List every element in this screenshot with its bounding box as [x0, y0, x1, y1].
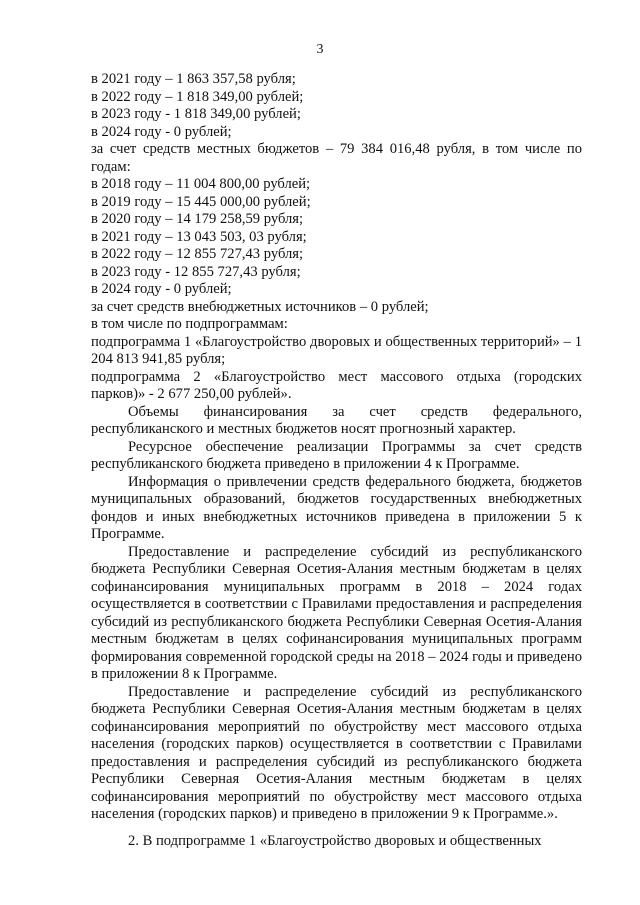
subsidy-programs-paragraph: Предоставление и распределение субсидий из республиканского бюджета Республики Северная Осетия-Алания местным бюджетам в целях софинансирования муниципальных программ в 2018 – 2024 годах осуществляется в соответствии с Правилами предоставления и распределения субсидий из республиканского бюджета Республики Северная Осетия-Алания местным бюджетам в целях софинансирования муниципальных программ формирования современной городской среды на 2018 – 2024 годы и приведено в приложении 8 к Программе.	[91, 543, 582, 682]
funding-line: в 2023 году - 12 855 727,43 рубля;	[91, 263, 301, 280]
funding-line: в 2023 году - 1 818 349,00 рублей;	[91, 106, 301, 122]
document-body	[91, 71, 582, 850]
funding-line: в 2018 году – 11 004 800,00 рублей;	[91, 176, 311, 192]
funding-line: в 2021 году – 1 863 357,58 рубля;	[91, 71, 296, 87]
funding-line: в 2024 году - 0 рублей;	[91, 123, 232, 140]
funding-line: в 2022 году – 12 855 727,43 рубля;	[91, 246, 304, 262]
funding-line: в 2021 году – 13 043 503, 03 рубля;	[91, 228, 307, 245]
closing-paragraph: 2. В подпрограмме 1 «Благоустройство дворовых и общественных	[128, 832, 542, 849]
funding-line: в 2020 году – 14 179 258,59 рубля;	[91, 211, 304, 227]
page-number: 3	[316, 42, 324, 57]
information-paragraph: Информация о привлечении средств федерального бюджета, бюджетов муниципальных образований, бюджетов государственных внебюджетных фондов и иных внебюджетных источников приведена в приложении 5 к Программе.	[91, 473, 582, 542]
funding-line: в том числе по подпрограммам:	[91, 316, 288, 332]
funding-line: в 2022 году – 1 818 349,00 рублей;	[91, 88, 304, 105]
local-budget-paragraph: за счет средств местных бюджетов – 79 384 016,48 рубля, в том числе по годам:	[91, 141, 582, 175]
subsidy-parks-paragraph: Предоставление и распределение субсидий из республиканского бюджета Республики Северная Осетия-Алания местным бюджетам в целях софинансирования мероприятий по обустройству мест массового отдыха населения (городских парков) осуществляется в соответствии с Правилами предоставления и распределения субсидий из республиканского бюджета Республики Северная Осетия-Алания местным бюджетам в целях софинансирования мероприятий по обустройству мест массового отдыха населения (городских парков) и приведено в приложении 9 к Программе.».	[91, 683, 582, 822]
funding-line: в 2019 году – 15 445 000,00 рублей;	[91, 193, 311, 210]
forecast-paragraph: Объемы финансирования за счет средств федерального, республиканского и местных бюджетов носят прогнозный характер.	[91, 403, 582, 437]
funding-line: в 2024 году - 0 рублей;	[91, 281, 232, 297]
subprogram-2-paragraph: подпрограмма 2 «Благоустройство мест массового отдыха (городских парков)» - 2 677 250,00 рублей».	[91, 368, 582, 402]
subprogram-1-paragraph: подпрограмма 1 «Благоустройство дворовых и общественных территорий» – 1 204 813 941,85 рубля;	[91, 333, 582, 367]
funding-line: за счет средств внебюджетных источников – 0 рублей;	[91, 298, 429, 315]
resource-paragraph: Ресурсное обеспечение реализации Программы за счет средств республиканского бюджета приведено в приложении 4 к Программе.	[91, 438, 582, 472]
